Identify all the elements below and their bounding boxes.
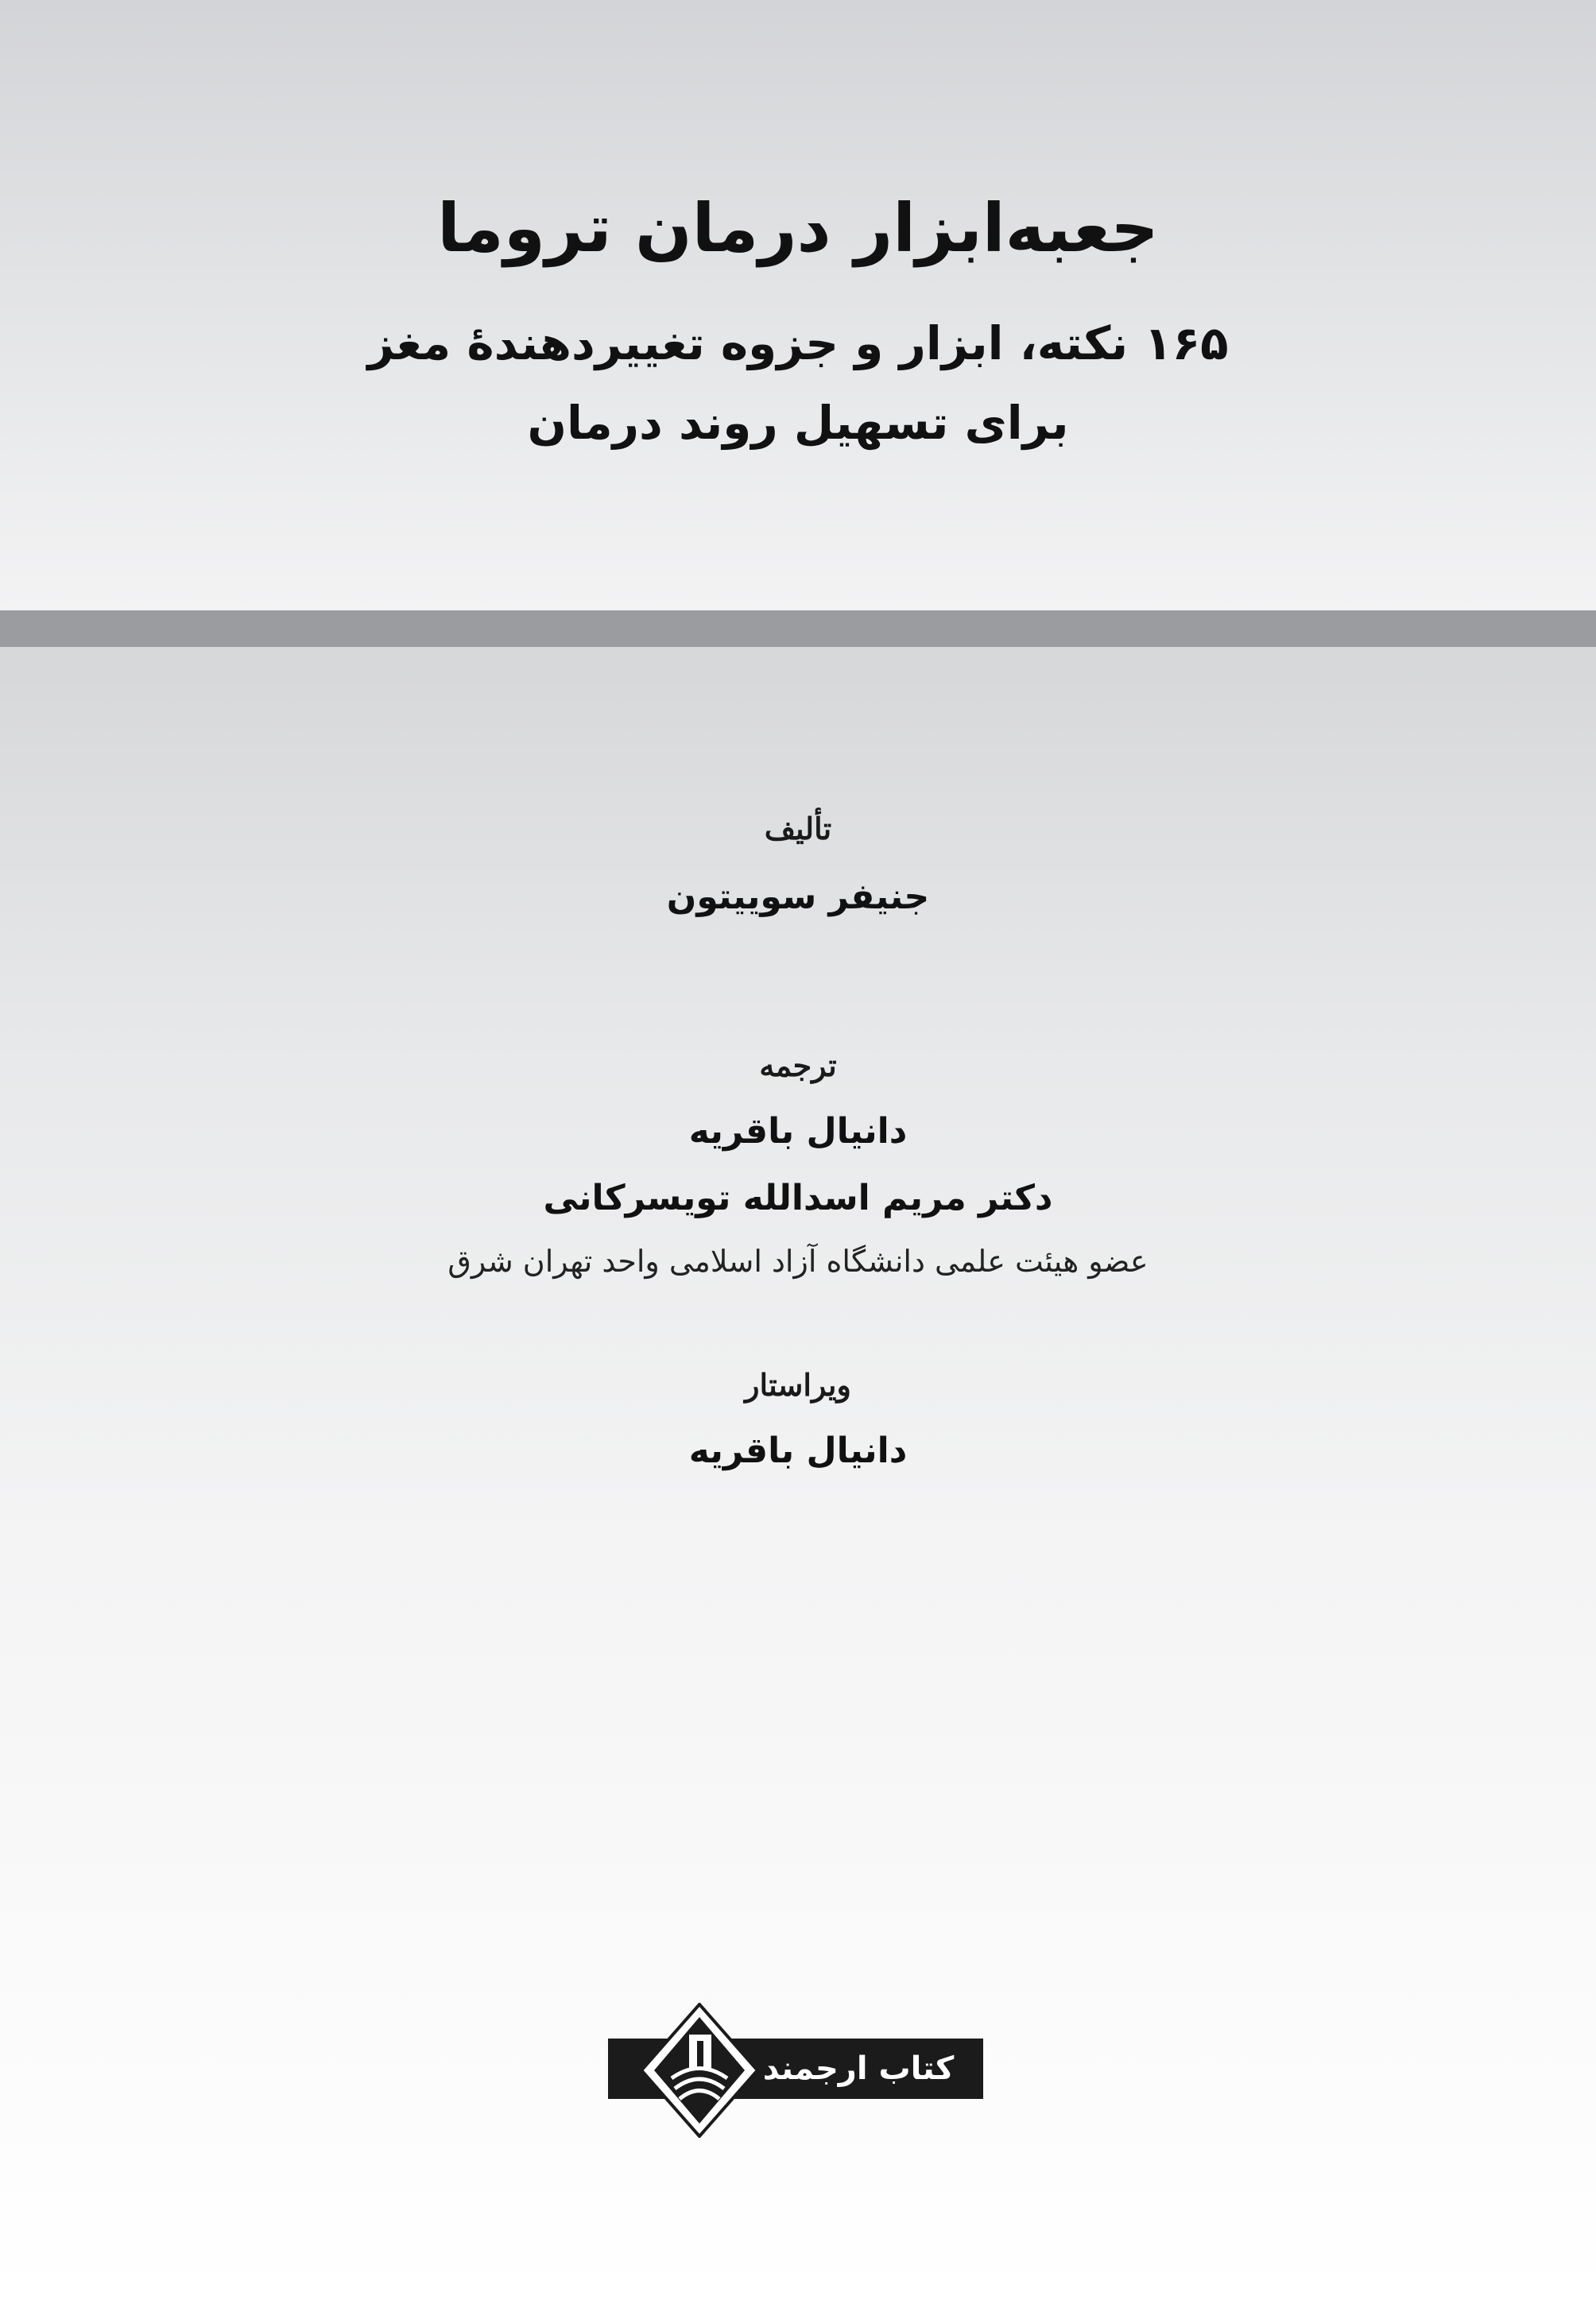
book-subtitle-line-2: برای تسهیل روند درمان <box>527 396 1069 450</box>
translator-1-name: دانیال باقریه <box>688 1111 908 1152</box>
divider-band <box>0 610 1596 647</box>
translator-2-name: دکتر مریم اسدالله تویسرکانی <box>543 1178 1053 1218</box>
book-subtitle-line-1: ۱۶۵ نکته، ابزار و جزوه تغییردهندهٔ مغز <box>367 316 1229 370</box>
translation-role-label: ترجمه <box>759 1047 837 1083</box>
book-title: جعبه‌ابزار درمان تروما <box>437 189 1159 267</box>
author-name: جنیفر سوییتون <box>666 877 930 917</box>
translator-2-affiliation: عضو هیئت علمی دانشگاه آزاد اسلامی واحد تهران شرق <box>447 1244 1149 1279</box>
editor-role-label: ویراستار <box>745 1367 851 1403</box>
book-emblem-icon <box>640 2003 759 2138</box>
publisher-name: کتاب ارجمند <box>762 2050 955 2087</box>
title-panel <box>0 0 1596 610</box>
publisher-logo <box>608 2003 983 2138</box>
editor-name: دانیال باقریه <box>688 1431 908 1471</box>
author-role-label: تألیف <box>764 811 832 846</box>
